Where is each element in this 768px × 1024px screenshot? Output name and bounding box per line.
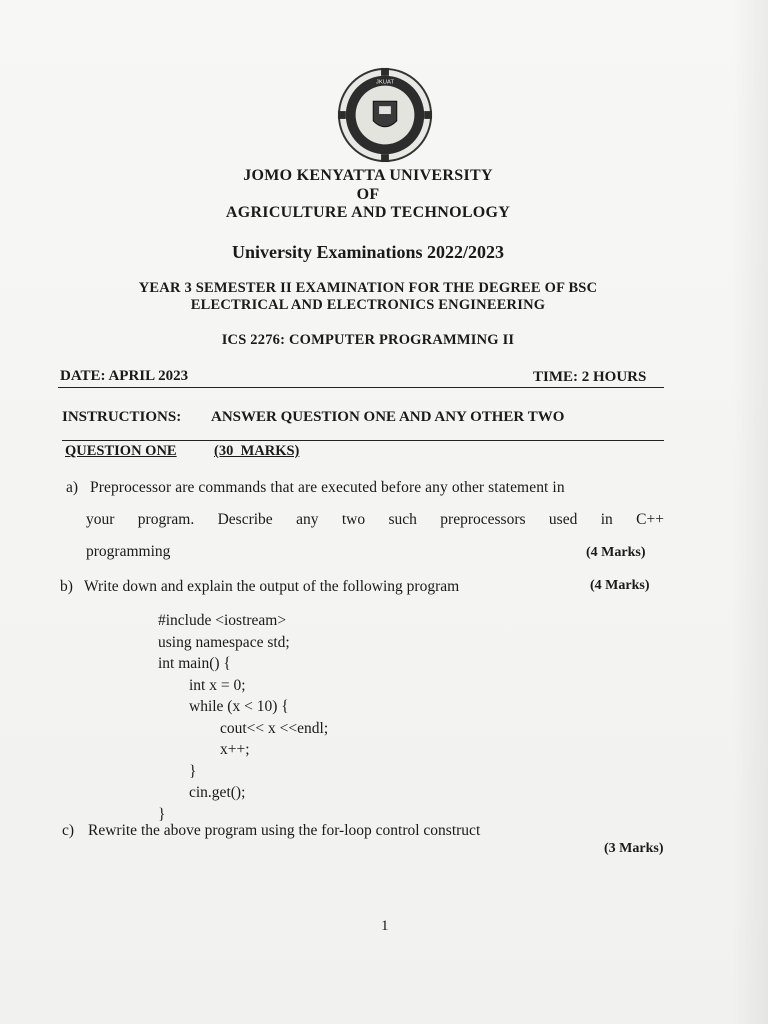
question-one-marks: (30 MARKS) xyxy=(214,443,300,459)
question-a-line2: your program. Describe any two such preprocessors used in C++ xyxy=(86,511,664,528)
question-c-marks: (3 Marks) xyxy=(604,841,664,856)
question-b-text: Write down and explain the output of the following program xyxy=(84,578,460,595)
code-line: using namespace std; xyxy=(158,633,290,651)
code-block xyxy=(158,610,328,825)
code-line: int main() { xyxy=(158,655,231,672)
question-a-marks: (4 Marks) xyxy=(586,545,646,560)
page-edge-shadow xyxy=(732,0,768,1024)
code-line: x++; xyxy=(158,741,250,758)
question-a-line1: Preprocessor are commands that are executed before any other statement in xyxy=(90,479,565,496)
question-c-label: c) xyxy=(62,822,75,839)
university-name-line1: JOMO KENYATTA UNIVERSITY xyxy=(243,167,493,184)
exam-date: DATE: APRIL 2023 xyxy=(60,368,189,384)
page-number: 1 xyxy=(381,918,389,934)
question-one-heading: QUESTION ONE xyxy=(65,443,177,459)
degree-line1: YEAR 3 SEMESTER II EXAMINATION FOR THE DEGREE OF BSC xyxy=(138,280,598,296)
university-name-line3: AGRICULTURE AND TECHNOLOGY xyxy=(225,204,511,221)
question-c-text: Rewrite the above program using the for-loop control construct xyxy=(88,822,481,839)
code-line: } xyxy=(158,762,197,780)
code-line: #include <iostream> xyxy=(158,612,287,629)
university-crest-logo xyxy=(336,66,434,164)
instructions-rule xyxy=(62,440,664,441)
code-line: cin.get(); xyxy=(158,784,246,801)
exam-title: University Examinations 2022/2023 xyxy=(231,242,504,262)
university-name-line2: OF xyxy=(356,186,380,203)
course-title: ICS 2276: COMPUTER PROGRAMMING II xyxy=(221,332,515,348)
question-b-marks: (4 Marks) xyxy=(590,578,650,593)
exam-time: TIME: 2 HOURS xyxy=(533,369,647,385)
degree-line2: ELECTRICAL AND ELECTRONICS ENGINEERING xyxy=(190,297,546,313)
instructions-label: INSTRUCTIONS: xyxy=(62,409,182,425)
code-line: } xyxy=(158,805,166,823)
question-b-label: b) xyxy=(60,578,73,595)
date-rule xyxy=(58,387,664,388)
code-line: int x = 0; xyxy=(158,676,246,694)
code-line: while (x < 10) { xyxy=(158,698,289,715)
svg-text:JKUAT: JKUAT xyxy=(375,79,395,86)
question-a-line3: programming xyxy=(86,543,171,560)
instructions-text: ANSWER QUESTION ONE AND ANY OTHER TWO xyxy=(211,409,565,425)
question-a-label: a) xyxy=(66,479,79,496)
code-line: cout<< x <<endl; xyxy=(158,719,329,737)
